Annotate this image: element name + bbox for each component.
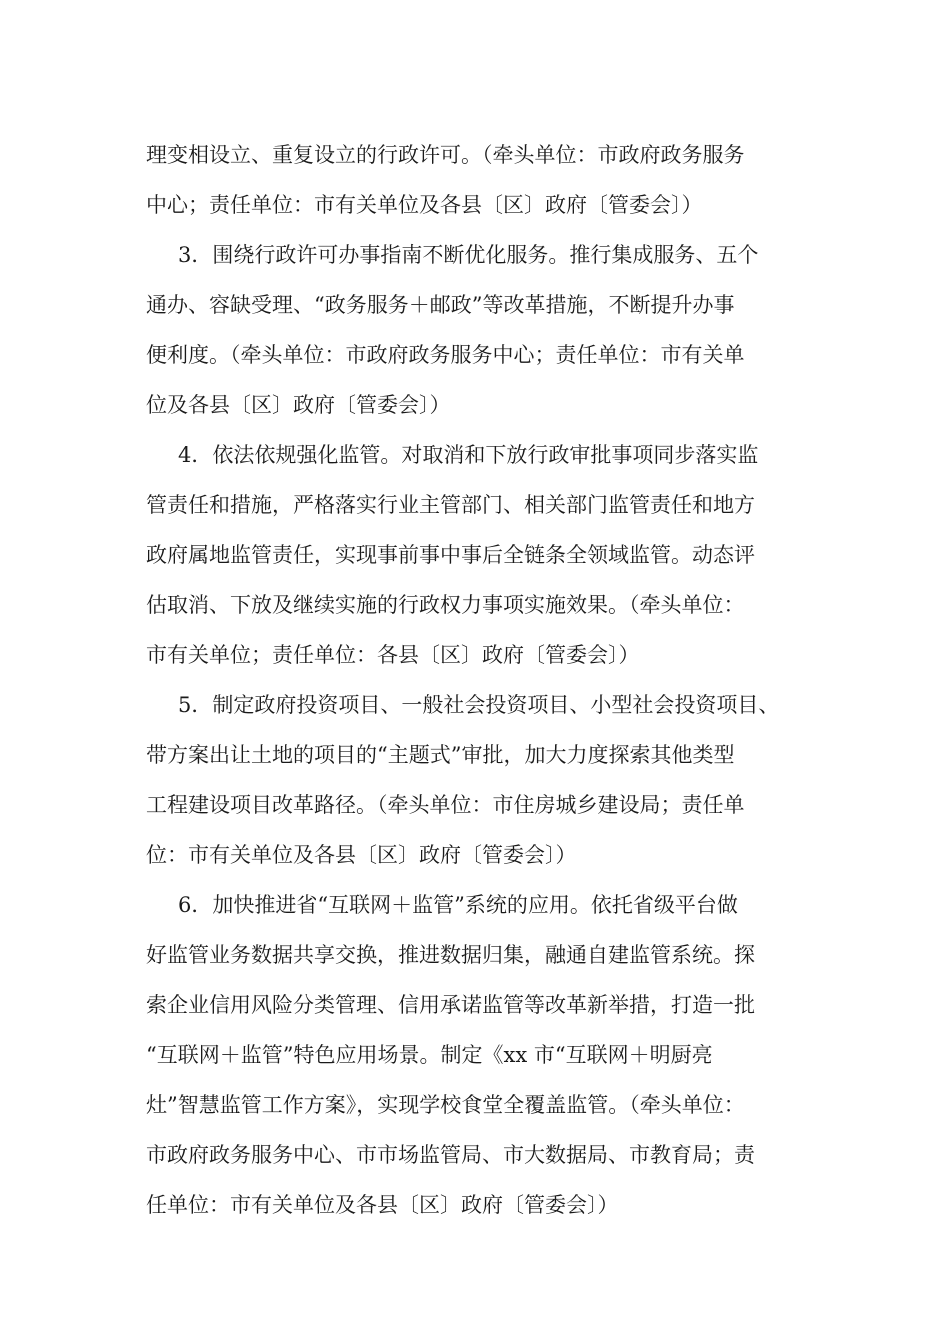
text-line: 好监管业务数据共享交换，推进数据归集，融通自建监管系统。探 [146,943,755,967]
text-line: 管责任和措施，严格落实行业主管部门、相关部门监管责任和地方 [146,493,755,517]
text-line: 位及各县〔区〕政府〔管委会〕） [146,393,451,417]
text-line: 市有关单位；责任单位：各县〔区〕政府〔管委会〕） [146,643,640,667]
paragraph-3-start: 3．围绕行政许可办事指南不断优化服务。推行集成服务、五个 [178,243,759,267]
text-line: 政府属地监管责任，实现事前事中事后全链条全领域监管。动态评 [146,543,755,567]
text-line: 通办、容缺受理、“政务服务＋邮政”等改革措施，不断提升办事 [146,293,735,317]
text-line: 便利度。（牵头单位：市政府政务服务中心；责任单位：市有关单 [146,343,745,367]
text-line: 市政府政务服务中心、市市场监管局、市大数据局、市教育局；责 [146,1143,755,1167]
text-line: 中心；责任单位：市有关单位及各县〔区〕政府〔管委会〕） [146,193,703,217]
text-line: 带方案出让土地的项目的“主题式”审批，加大力度探索其他类型 [146,743,735,767]
text-line: “互联网＋监管”特色应用场景。制定《xx 市“互联网＋明厨亮 [146,1043,713,1067]
paragraph-6-start: 6．加快推进省“互联网＋监管”系统的应用。依托省级平台做 [178,893,738,917]
text-line: 位：市有关单位及各县〔区〕政府〔管委会〕） [146,843,577,867]
paragraph-4-start: 4．依法依规强化监管。对取消和下放行政审批事项同步落实监 [178,443,759,467]
text-line: 任单位：市有关单位及各县〔区〕政府〔管委会〕） [146,1193,619,1217]
text-line: 工程建设项目改革路径。（牵头单位：市住房城乡建设局；责任单 [146,793,745,817]
paragraph-5-start: 5．制定政府投资项目、一般社会投资项目、小型社会投资项目、 [178,693,780,717]
text-line: 理变相设立、重复设立的行政许可。（牵头单位：市政府政务服务 [146,143,745,167]
text-line: 索企业信用风险分类管理、信用承诺监管等改革新举措，打造一批 [146,993,755,1017]
text-line: 灶”智慧监管工作方案》，实现学校食堂全覆盖监管。（牵头单位： [146,1093,745,1117]
text-line: 估取消、下放及继续实施的行政权力事项实施效果。（牵头单位： [146,593,745,617]
document-body [146,130,816,1230]
